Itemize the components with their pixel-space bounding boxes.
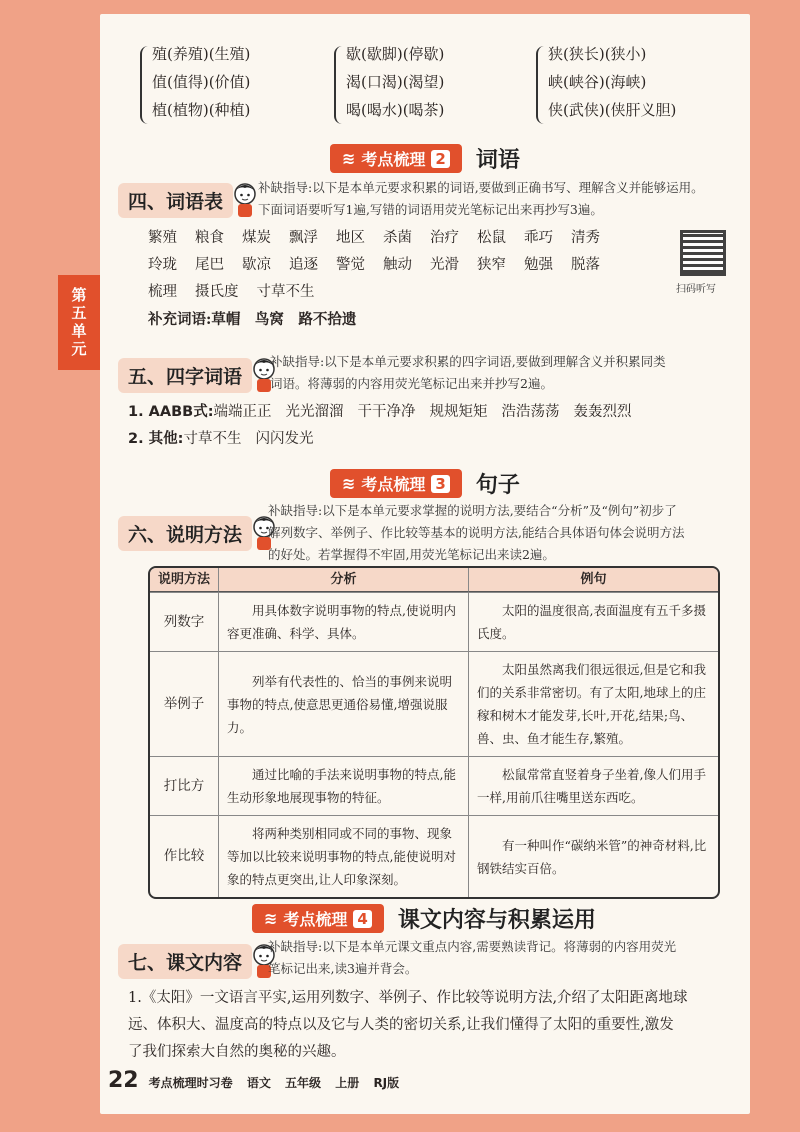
unit-side-tab: 第五单元 [58, 275, 100, 370]
section-7-note: 补缺指导:以下是本单元课文重点内容,需要熟读背记。将薄弱的内容用荧光 笔标记出来,读3遍并背会。 [268, 939, 677, 976]
page-number: 22 [108, 1068, 139, 1093]
vocab-row-2: 玲珑 尾巴 歇凉 追逐 警觉 触动 光滑 狭窄 勉强 脱落 [148, 257, 600, 273]
table-row: 列数字 用具体数字说明事物的特点,使说明内容更准确、科学、具体。 太阳的温度很高,表面温度有五千多摄氏度。 [150, 592, 718, 651]
table-row: 作比较 将两种类别相同或不同的事物、现象等加以比较来说明事物的特点,能使说明对象的特点更突出,让人印象深刻。 有一种叫作“碳纳米管”的神奇材料,比钢铁结实百倍。 [150, 815, 718, 897]
wave-icon: ≋ [342, 149, 356, 168]
section-6-note: 补缺指导:以下是本单元要求掌握的说明方法,要结合“分析”及“例句”初步了 解列数字、举例子、作比较等基本的说明方法,能结合具体语句体会说明方法 的好处。若掌握得不牢固,用荧光笔标记出来读2遍。 [268, 503, 685, 562]
section-banner-2: ≋ 考点梳理 2 词语 [330, 143, 520, 174]
section-banner-4: ≋ 考点梳理 4 课文内容与积累运用 [252, 903, 596, 934]
four-char-item-1: 1. AABB式:端端正正 光光溜溜 干干净净 规规矩矩 浩浩荡荡 轰轰烈烈 [128, 404, 632, 420]
section-7-header: 七、课文内容 [118, 942, 280, 980]
wave-icon: ≋ [264, 909, 278, 928]
lesson-summary-paragraph: 1.《太阳》一文语言平实,运用列数字、举例子、作比较等说明方法,介绍了太阳距离地球 远、体积大、温度高的特点以及它与人类的密切关系,让我们懂得了太阳的重要性,激发 了我们探索大自然的奥秘的兴趣。 [128, 990, 688, 1060]
four-char-item-2: 2. 其他:寸草不生 闪闪发光 [128, 431, 314, 447]
vocab-row-3: 梳理 摄氏度 寸草不生 [148, 284, 315, 300]
char-group-3: 狭(狭长)(狭小) 峡(峡谷)(海峡) 侠(武侠)(侠肝义胆) [548, 40, 676, 124]
student-mascot-icon [229, 181, 261, 219]
wave-icon: ≋ [342, 474, 356, 493]
four-char-list [128, 399, 646, 453]
vocab-extra: 补充词语:草帽 鸟窝 路不拾遗 [148, 311, 357, 328]
qr-code-icon[interactable] [680, 230, 726, 276]
section-banner-3: ≋ 考点梳理 3 句子 [330, 468, 520, 499]
table-header-row: 说明方法 分析 例句 [150, 568, 718, 592]
table-row: 举例子 列举有代表性的、恰当的事例来说明事物的特点,使意思更通俗易懂,增强说服力。 太阳虽然离我们很远很远,但是它和我们的关系非常密切。有了太阳,地球上的庄稼和树木才能发芽,长叶,开花,结果;鸟、兽、虫、鱼才能生存,繁殖。 [150, 651, 718, 756]
vocab-list [148, 225, 668, 333]
char-group-2: 歇(歇脚)(停歇) 渴(口渴)(渴望) 喝(喝水)(喝茶) [346, 40, 444, 124]
section-5-note: 补缺指导:以下是本单元要求积累的四字词语,要做到理解含义并积累同类 词语。将薄弱的内容用荧光笔标记出来并抄写2遍。 [270, 354, 666, 391]
section-4-note: 补缺指导:以下是本单元要求积累的词语,要做到正确书写、理解含义并能够运用。 下面词语要听写1遍,写错的词语用荧光笔标记出来再抄写3遍。 [258, 180, 704, 217]
section-6-header: 六、说明方法 [118, 514, 280, 552]
explanation-methods-table [148, 566, 720, 899]
section-4-header: 四、词语表 [118, 181, 261, 219]
char-group-1: 殖(养殖)(生殖) 值(值得)(价值) 植(植物)(种植) [152, 40, 250, 124]
table-row: 打比方 通过比喻的手法来说明事物的特点,能生动形象地展现事物的特征。 松鼠常常直竖着身子坐着,像人们用手一样,用前爪往嘴里送东西吃。 [150, 756, 718, 815]
vocab-row-1: 繁殖 粮食 煤炭 飘浮 地区 杀菌 治疗 松鼠 乖巧 清秀 [148, 230, 600, 246]
qr-label: 扫码听写 [676, 284, 716, 295]
section-5-header: 五、四字词语 [118, 356, 280, 394]
page-footer: 22 考点梳理时习卷 语文 五年级 上册 RJ版 [108, 1068, 400, 1093]
